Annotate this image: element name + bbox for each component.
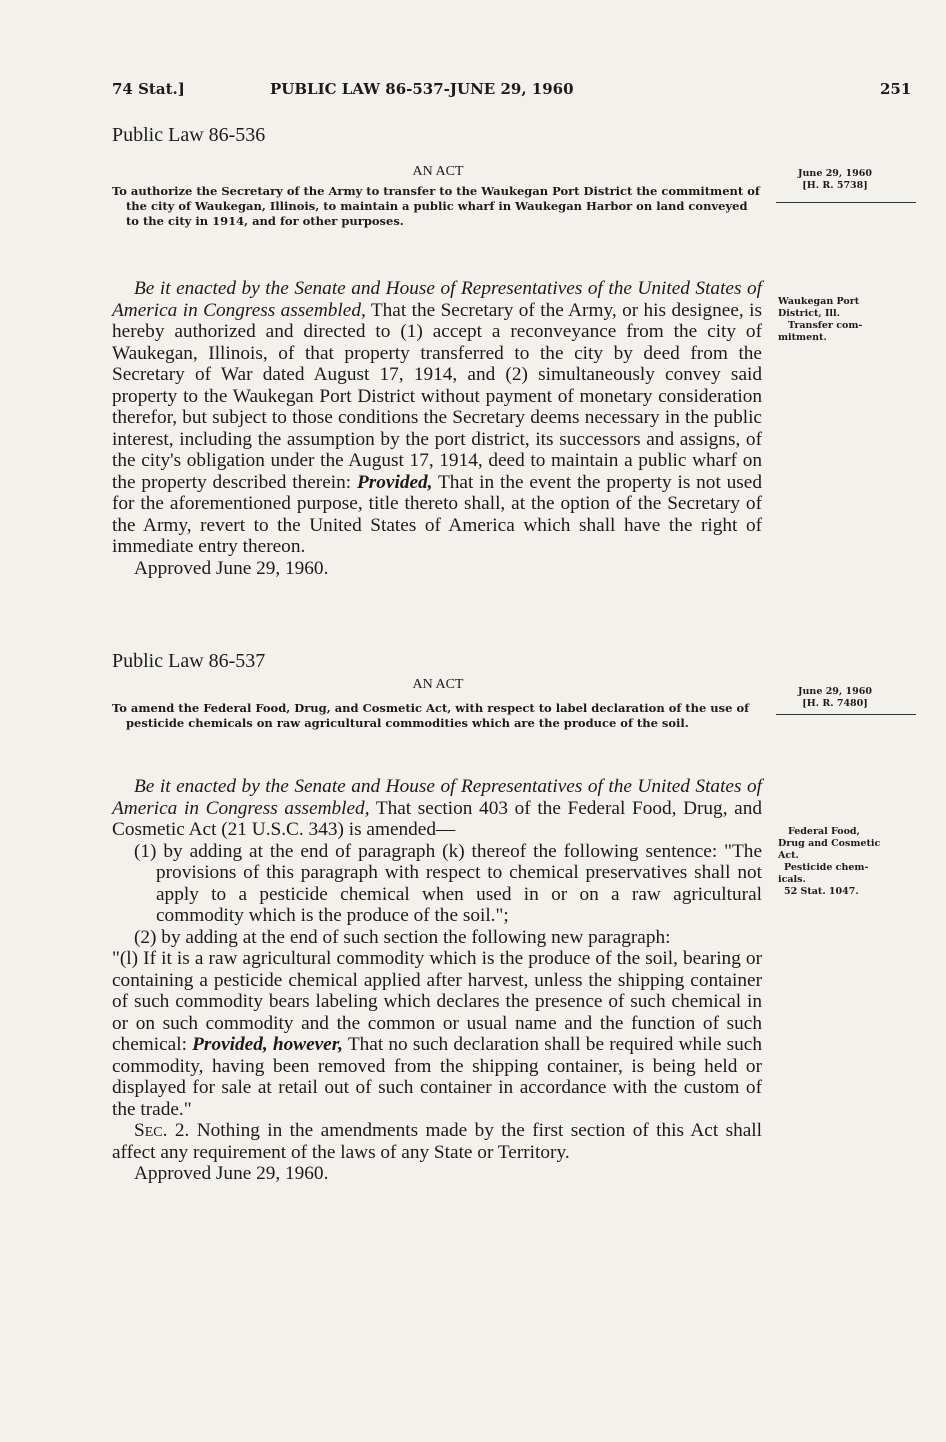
date-margin-note [776, 686, 894, 710]
act-purpose [112, 701, 764, 731]
an-act-heading: AN ACT [412, 164, 464, 179]
margin-note-line: Federal Food, [788, 826, 860, 837]
date-note: June 29, 1960 [798, 686, 872, 697]
act-body [112, 278, 762, 579]
stat-reference: 74 Stat.] [112, 80, 185, 98]
subject-margin-note [778, 296, 918, 344]
section-text: Nothing in the amendments made by the first section of this Act shall affect any requirement of the laws of any State or Territory. [112, 1120, 762, 1163]
proviso: Provided, however, [192, 1034, 343, 1055]
page-number: 251 [880, 80, 912, 98]
section-2 [112, 1120, 762, 1163]
enacting-clause [112, 776, 762, 841]
new-paragraph-l [112, 948, 762, 1120]
bill-note: [H. R. 5738] [802, 180, 868, 191]
running-title: PUBLIC LAW 86-537-JUNE 29, 1960 [270, 80, 574, 98]
margin-note-line: Waukegan Port [778, 296, 860, 307]
act-purpose-text: To authorize the Secretary of the Army to transfer to the Waukegan Port District the commitment of the city of Waukegan, Illinois, to maintain a public wharf in Waukegan Harbor on land conveyed to the city in 1914, and for other purposes. [112, 184, 760, 228]
section-label: Sec. 2. [134, 1120, 190, 1141]
approved-line: Approved June 29, 1960. [134, 557, 329, 579]
body-text-1: That the Secretary of the Army, or his designee, is hereby authorized and directed to (1) accept a reconveyance from the city of Waukegan, Illinois, of that property transferred to the city by deed from the Secretary of War dated August 17, 1914, and (2) simultaneously convey said property to the Waukegan Port District without payment of monetary consideration therefor, but subject to those conditions the Secretary deems necessary in the public interest, including the assumption by the port district, its successors and assigns, of the city's obligation under the August 17, 1914, deed to maintain a public wharf on the property described therein: [112, 299, 762, 493]
margin-note-line: Pesticide chem- [784, 862, 869, 873]
paragraph-text-2: That no such declaration shall be required while such commodity, having been removed from the shipping container, is being held or displayed for sale at retail out of such container in accordance with the custom of the trade." [112, 1034, 762, 1120]
margin-note-line: mitment. [778, 332, 827, 343]
act-purpose-text: To amend the Federal Food, Drug, and Cosmetic Act, with respect to label declaration of the use of pesticide chemicals on raw agricultural commodities which are the produce of the soil. [112, 701, 750, 730]
act-purpose [112, 184, 764, 229]
date-margin-note [776, 168, 894, 192]
bill-note: [H. R. 7480] [802, 698, 868, 709]
body-text: That section 403 of the Federal Food, Drug, and Cosmetic Act (21 U.S.C. 343) is amended— [112, 797, 762, 840]
margin-note-line: Transfer com- [788, 320, 863, 331]
margin-note-line: icals. [778, 874, 806, 885]
margin-rule [776, 202, 916, 203]
law-title: Public Law 86-536 [112, 124, 266, 146]
subject-margin-note [778, 826, 918, 898]
date-note: June 29, 1960 [798, 168, 872, 179]
enacting-clause [112, 278, 762, 558]
body-text-2: That in the event the property is not used for the aforementioned purpose, title thereto shall, at the option of the Secretary of the Army, revert to the United States of America which shall have the right of immediate entry thereon. [112, 471, 762, 557]
act-body [112, 776, 762, 1185]
margin-note-line: 52 Stat. 1047. [784, 886, 859, 897]
margin-note-line: District, Ill. [778, 308, 840, 319]
paragraph-text-1: "(l) If it is a raw agricultural commodity which is the produce of the soil, bearing or containing a pesticide chemical applied after harvest, unless the shipping container of such commodity bears labeling which declares the presence of such chemical in or on such commodity and the common or usual name and the function of such chemical: [112, 948, 762, 1055]
enact-phrase: Be it enacted by the Senate and House of Representatives of the United States of America in Congress assembled, [112, 776, 762, 819]
an-act-heading: AN ACT [412, 677, 464, 692]
enact-phrase: Be it enacted by the Senate and House of Representatives of the United States of America in Congress assembled, [112, 278, 762, 321]
margin-note-line: Drug and Cosmetic [778, 838, 881, 849]
law-title: Public Law 86-537 [112, 650, 266, 672]
proviso: Provided, [356, 471, 433, 493]
amendment-item-1: (1) by adding at the end of paragraph (k) thereof the following sentence: "The provisions of this paragraph with respect to chemical preservatives shall not apply to a pesticide chemical when used in or on a raw agricultural commodity which is the produce of the soil."; [134, 840, 762, 926]
amendment-item-2: (2) by adding at the end of such section the following new paragraph: [134, 926, 671, 948]
approved-line: Approved June 29, 1960. [134, 1163, 329, 1184]
margin-note-line: Act. [778, 850, 799, 861]
margin-rule [776, 714, 916, 715]
